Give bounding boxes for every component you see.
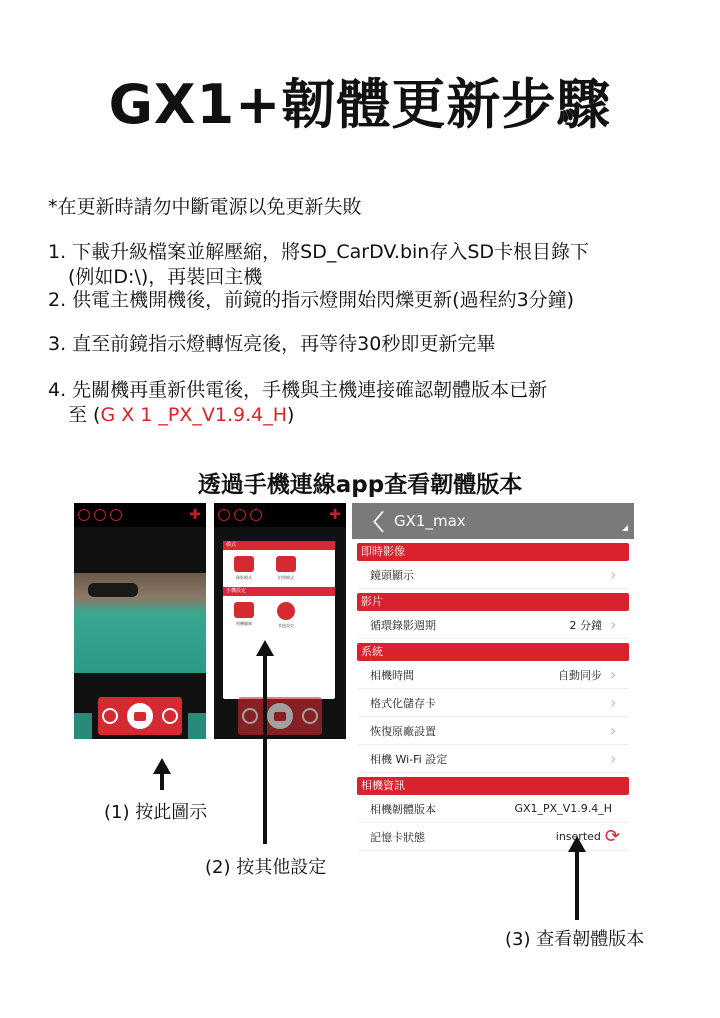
mic-icon [110,509,122,521]
corner-triangle-icon: ◢ [621,522,628,532]
step-1 [48,240,589,290]
camera-icon [234,509,246,521]
camera-icon [94,509,106,521]
gallery-item[interactable]: 相機圖庫 [229,602,259,629]
chevron-right-icon: › [610,721,617,740]
chevron-right-icon: › [610,749,617,768]
mic-icon [250,509,262,521]
warning-note: *在更新時請勿中斷電源以免更新失敗 [48,196,362,218]
phone-top-bar [74,503,206,527]
caption-step-1: (1) 按此圖示 [104,802,208,823]
phone-screenshot-live-view [74,503,206,739]
bottom-action-bar [98,697,182,735]
mode-icon [218,509,230,521]
menu-popup [223,541,335,699]
photo-mode-item[interactable]: 拍照模式 [271,556,301,581]
refresh-icon[interactable]: ⟳ [604,826,620,847]
caption-step-2: (2) 按其他設定 [205,857,327,878]
device-name: GX1_max [394,512,466,530]
section-live-view: 即時影像 [357,543,629,561]
settings-header [352,503,634,539]
chevron-right-icon: › [610,665,617,684]
setting-factory-reset[interactable]: 恢復原廠設置 › [358,717,628,745]
section-camera-info: 相機資訊 [357,777,629,795]
section-subtitle: 透過手機連線app查看韌體版本 [197,472,523,498]
step-4 [48,378,547,428]
phone-screenshot-menu [214,503,346,739]
add-icon: ✚ [189,507,201,523]
video-icon [234,556,254,572]
add-icon: ✚ [329,507,341,523]
step-4-prefix: 至 ( [68,404,101,426]
firmware-version-text: G X 1 _PX_V1.9.4_H [100,404,288,426]
record-icon[interactable] [127,703,153,729]
gallery-icon[interactable] [102,708,118,724]
step-4-line2 [48,403,547,428]
popup-header-phone: 手機設定 [223,587,335,596]
setting-lens-display[interactable]: 鏡頭顯示 › [358,561,628,589]
info-card-status: 記憶卡狀態 inserted ⟳ [358,823,628,851]
caption-step-3: (3) 查看韌體版本 [505,929,645,950]
section-video: 影片 [357,593,629,611]
camera-preview [74,573,206,673]
chevron-right-icon: › [610,565,617,584]
step-1-line1: 1. 下載升級檔案並解壓縮，將SD_CarDV.bin存入SD卡根目錄下 [48,241,590,263]
other-settings-item[interactable]: 其他設定 [271,602,301,629]
settings-panel [352,503,634,883]
chevron-right-icon: › [610,615,617,634]
mode-icon [78,509,90,521]
page-title: GX1+韌體更新步驟 [108,73,612,136]
photo-icon [276,556,296,572]
chevron-right-icon: › [610,693,617,712]
step-4-suffix: ) [287,404,295,426]
setting-loop-record[interactable]: 循環錄影週期 2 分鐘 › [358,611,628,639]
video-mode-item[interactable]: 錄影模式 [229,556,259,581]
setting-wifi[interactable]: 相機 Wi-Fi 設定 › [358,745,628,773]
back-icon[interactable]: 〈 [362,510,385,536]
popup-header-mode: 模式 [223,541,335,550]
step-2: 2. 供電主機開機後，前鏡的指示燈開始閃爍更新(過程約3分鐘) [48,289,575,311]
gallery-icon [234,602,254,618]
step-4-line1: 4. 先關機再重新供電後，手機與主機連接確認韌體版本已新 [48,379,548,401]
setting-format-card[interactable]: 格式化儲存卡 › [358,689,628,717]
phone-top-bar [214,503,346,527]
settings-wrench-icon[interactable] [162,708,178,724]
setting-camera-time[interactable]: 相機時間 自動同步 › [358,661,628,689]
info-firmware-version: 相機韌體版本 GX1_PX_V1.9.4_H [358,795,628,823]
bottom-action-bar [238,697,322,735]
section-system: 系統 [357,643,629,661]
step-1-line2: (例如D:\)，再裝回主機 [68,266,263,288]
step-3: 3. 直至前鏡指示燈轉恆亮後，再等待30秒即更新完畢 [48,333,496,355]
gear-icon [277,602,295,620]
